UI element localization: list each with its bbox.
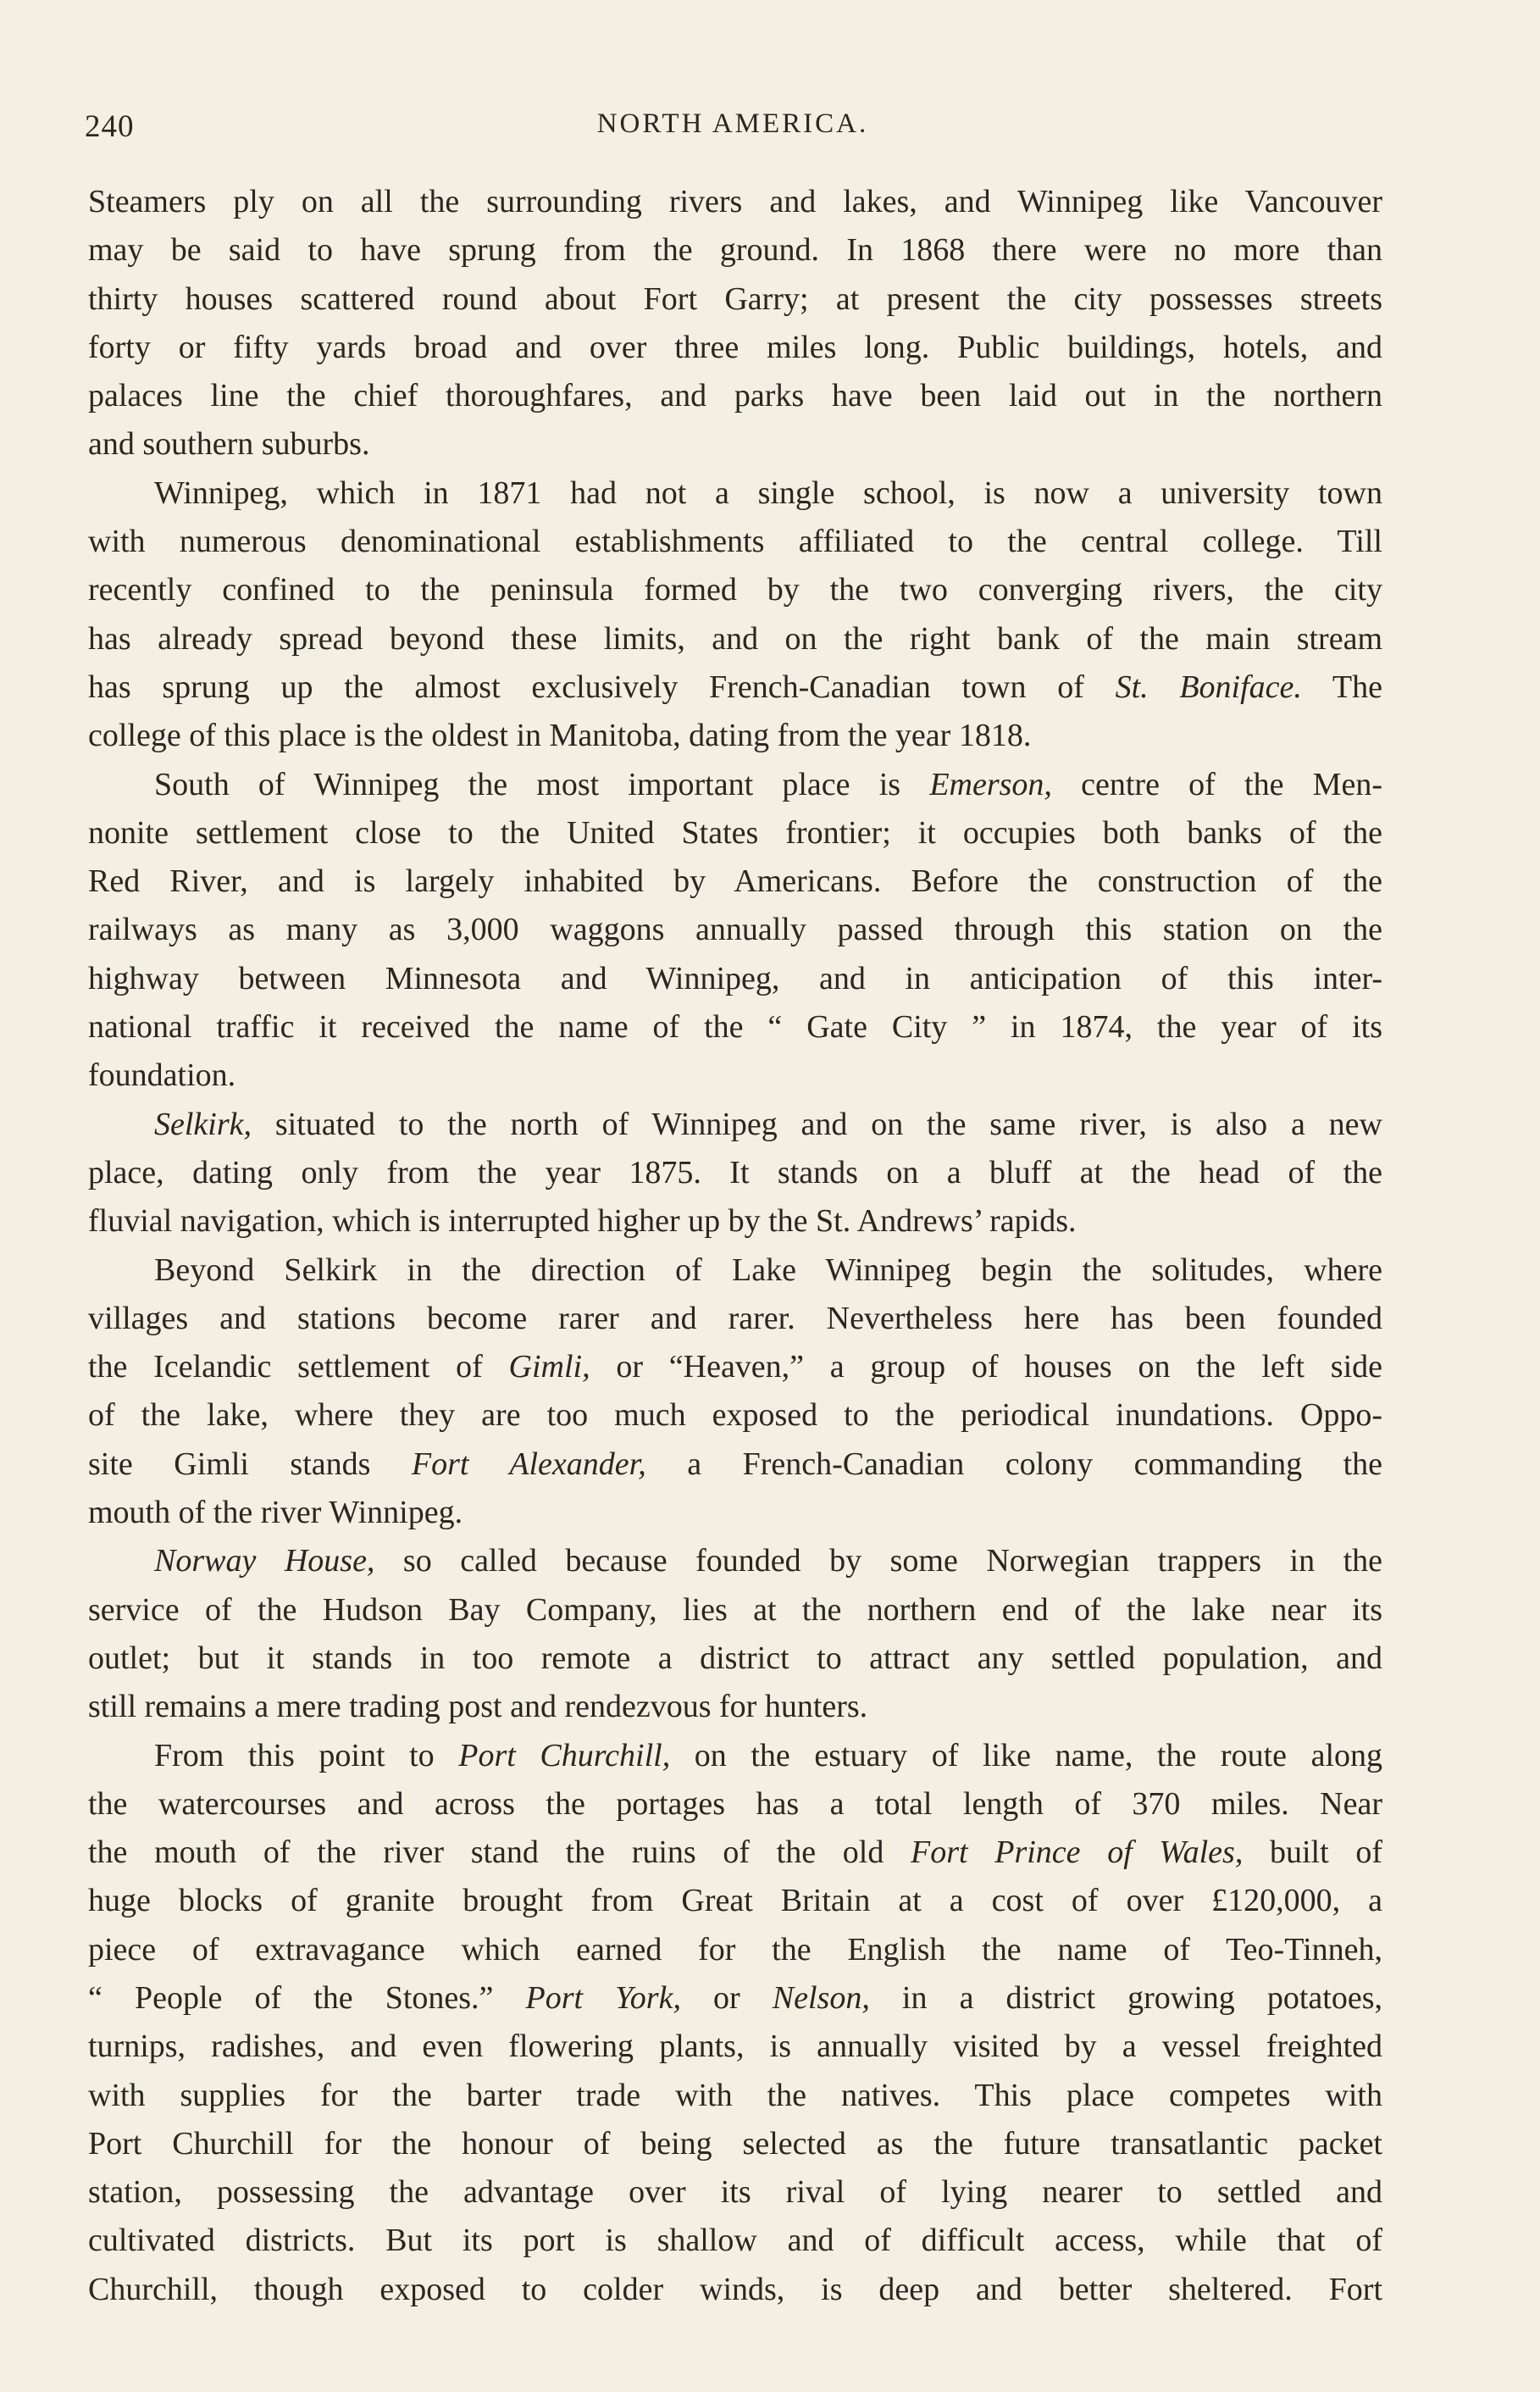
text-line	[88, 226, 1382, 275]
text-segment: in a district growing potatoes,	[869, 1979, 1382, 2016]
text-line	[88, 324, 1382, 372]
running-title: NORTH AMERICA.	[596, 108, 869, 139]
text-line	[88, 1683, 1382, 1731]
text-line	[88, 1537, 1382, 1585]
text-segment: the Icelandic settlement of	[88, 1349, 509, 1385]
text-line	[88, 469, 1382, 518]
text-segment: national traffic it received the name of the “ Gate City ” in 1874, the year of its	[88, 1009, 1382, 1046]
text-segment: Beyond Selkirk in the direction of Lake Winnipeg begin the solitudes, where	[154, 1251, 1382, 1288]
text-segment: and southern suburbs.	[88, 426, 370, 463]
text-line	[88, 857, 1382, 906]
text-line	[88, 1052, 1382, 1100]
text-segment: of the lake, where they are too much exposed to the periodical inundations. Oppo-	[88, 1397, 1382, 1434]
text-segment: palaces line the chief thoroughfares, and parks have been laid out in the northern	[88, 378, 1382, 414]
text-segment: or “Heaven,” a group of houses on the left side	[590, 1349, 1382, 1385]
text-line	[88, 2168, 1382, 2217]
text-line	[88, 1780, 1382, 1829]
text-segment: service of the Hudson Bay Company, lies at the northern end of the lake near its	[88, 1591, 1382, 1628]
text-segment: mouth of the river Winnipeg.	[88, 1495, 463, 1531]
text-segment: with supplies for the barter trade with the natives. This place competes with	[88, 2077, 1382, 2113]
text-line	[88, 809, 1382, 857]
text-segment: The	[1301, 669, 1382, 705]
text-segment: the mouth of the river stand the ruins of the old	[88, 1834, 911, 1871]
text-line	[88, 1246, 1382, 1295]
text-segment: centre of the Men-	[1051, 766, 1382, 802]
text-segment: or	[680, 1979, 773, 2016]
text-line	[88, 906, 1382, 954]
text-segment: nonite settlement close to the United States frontier; it occupies both banks of the	[88, 814, 1382, 851]
text-line	[88, 1440, 1382, 1489]
text-line	[88, 1586, 1382, 1634]
text-line	[88, 178, 1382, 226]
italic-place-name: Nelson,	[772, 1979, 870, 2016]
italic-place-name: Gimli,	[508, 1349, 590, 1385]
text-line	[88, 1295, 1382, 1343]
text-segment: may be said to have sprung from the ground. In 1868 there were no more than	[88, 232, 1382, 269]
italic-place-name: Port Churchill,	[458, 1737, 671, 1773]
text-line	[88, 955, 1382, 1003]
text-line	[88, 1489, 1382, 1537]
text-segment: huge blocks of granite brought from Great Britain at a cost of over £120,000, a	[88, 1883, 1382, 1919]
italic-place-name: Port York,	[525, 1979, 681, 2016]
text-line	[88, 2217, 1382, 2265]
italic-place-name: St. Boniface.	[1115, 669, 1302, 705]
text-line	[88, 663, 1382, 712]
text-segment: Port Churchill for the honour of being selected as the future transatlantic packet	[88, 2125, 1382, 2162]
text-segment: railways as many as 3,000 waggons annually passed through this station on the	[88, 912, 1382, 948]
text-segment: Red River, and is largely inhabited by Americans. Before the construction of the	[88, 863, 1382, 900]
text-segment: turnips, radishes, and even flowering plants, is annually visited by a vessel freighted	[88, 2028, 1382, 2065]
text-segment: recently confined to the peninsula formed by the two converging rivers, the city	[88, 572, 1382, 608]
text-line	[88, 2266, 1382, 2314]
text-segment: station, possessing the advantage over its rival of lying nearer to settled and	[88, 2174, 1382, 2211]
text-line	[88, 2023, 1382, 2071]
text-segment: outlet; but it stands in too remote a district to attract any settled population, and	[88, 1640, 1382, 1676]
text-line	[88, 1343, 1382, 1391]
text-segment: fluvial navigation, which is interrupted higher up by the St. Andrews’ rapids.	[88, 1203, 1077, 1240]
italic-place-name: Norway House,	[154, 1543, 375, 1579]
italic-place-name: Emerson,	[929, 766, 1052, 802]
text-line	[88, 518, 1382, 566]
text-line	[88, 372, 1382, 420]
text-line	[88, 1877, 1382, 1925]
text-line	[88, 275, 1382, 324]
text-segment: so called because founded by some Norwegian trappers in the	[374, 1543, 1382, 1579]
text-line	[88, 2072, 1382, 2120]
italic-place-name: Selkirk,	[154, 1106, 252, 1142]
text-segment: highway between Minnesota and Winnipeg, and in anticipation of this inter-	[88, 960, 1382, 996]
text-line	[88, 1101, 1382, 1149]
text-segment: built of	[1243, 1834, 1382, 1871]
text-segment: Churchill, though exposed to colder winds, is deep and better sheltered. Fort	[88, 2271, 1382, 2307]
text-line	[88, 1732, 1382, 1780]
text-line	[88, 712, 1382, 760]
text-line	[88, 420, 1382, 469]
text-segment: a French-Canadian colony commanding the	[645, 1446, 1382, 1482]
text-segment: piece of extravagance which earned for the English the name of Teo-Tinneh,	[88, 1931, 1382, 1967]
text-line	[88, 615, 1382, 663]
text-segment: From this point to	[154, 1737, 459, 1773]
text-segment: villages and stations become rarer and rarer. Nevertheless here has been founded	[88, 1300, 1382, 1336]
text-segment: forty or fifty yards broad and over three miles long. Public buildings, hotels, and	[88, 329, 1382, 365]
text-segment: “ People of the Stones.”	[88, 1979, 526, 2016]
text-segment: thirty houses scattered round about Fort Garry; at present the city possesses streets	[88, 280, 1382, 317]
italic-place-name: Fort Prince of Wales,	[911, 1834, 1244, 1871]
text-line	[88, 1926, 1382, 1974]
text-line	[88, 1003, 1382, 1052]
running-head	[85, 108, 1381, 151]
text-segment: still remains a mere trading post and rendezvous for hunters.	[88, 1689, 868, 1725]
text-line	[88, 566, 1382, 614]
page-number: 240	[85, 109, 135, 144]
text-line	[88, 1197, 1382, 1246]
text-line	[88, 1634, 1382, 1683]
text-segment: foundation.	[88, 1057, 236, 1094]
text-segment: cultivated districts. But its port is shallow and of difficult access, while that of	[88, 2223, 1382, 2259]
text-line	[88, 761, 1382, 809]
text-line	[88, 1974, 1382, 2023]
text-segment: Winnipeg, which in 1871 had not a single school, is now a university town	[154, 475, 1382, 511]
text-segment: on the estuary of like name, the route along	[670, 1737, 1382, 1773]
text-segment: with numerous denominational establishments affiliated to the central college. Till	[88, 524, 1382, 560]
text-line	[88, 1149, 1382, 1197]
text-line	[88, 2120, 1382, 2168]
text-segment: has sprung up the almost exclusively French-Canadian town of	[88, 669, 1116, 705]
text-segment: Steamers ply on all the surrounding rivers and lakes, and Winnipeg like Vancouver	[88, 184, 1382, 219]
text-line	[88, 1391, 1382, 1440]
text-segment: the watercourses and across the portages has a total length of 370 miles. Near	[88, 1785, 1382, 1822]
text-segment: situated to the north of Winnipeg and on the same river, is also a new	[252, 1106, 1382, 1142]
text-segment: college of this place is the oldest in Manitoba, dating from the year 1818.	[88, 718, 1032, 754]
text-segment: has already spread beyond these limits, and on the right bank of the main stream	[88, 620, 1382, 657]
italic-place-name: Fort Alexander,	[411, 1446, 646, 1482]
text-segment: site Gimli stands	[88, 1446, 412, 1482]
text-segment: South of Winnipeg the most important place is	[154, 766, 930, 802]
body-text	[88, 178, 1382, 2314]
text-line	[88, 1829, 1382, 1877]
text-segment: place, dating only from the year 1875. It stands on a bluff at the head of the	[88, 1154, 1382, 1190]
